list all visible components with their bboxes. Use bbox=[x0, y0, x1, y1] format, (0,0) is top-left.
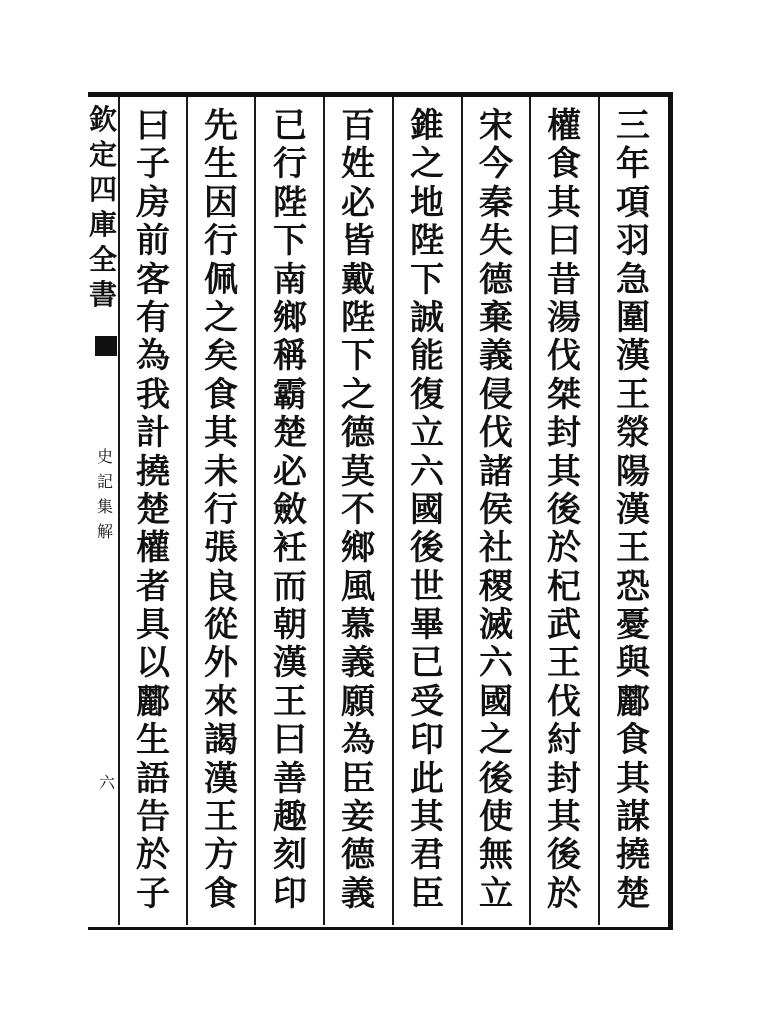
text-column-4 bbox=[393, 107, 461, 915]
character: 受 bbox=[410, 681, 444, 722]
character: 撓 bbox=[616, 835, 650, 876]
character: 義 bbox=[341, 643, 375, 684]
character: 定 bbox=[88, 138, 117, 171]
character: 年 bbox=[616, 144, 650, 185]
character: 必 bbox=[341, 182, 375, 223]
character: 謀 bbox=[616, 797, 650, 838]
character: 後 bbox=[547, 835, 581, 876]
character: 義 bbox=[479, 336, 513, 377]
character: 其 bbox=[204, 413, 238, 454]
character: 漢 bbox=[204, 758, 238, 799]
character: 子 bbox=[136, 873, 170, 914]
character: 王 bbox=[204, 797, 238, 838]
character: 食 bbox=[616, 720, 650, 761]
character: 其 bbox=[547, 182, 581, 223]
character: 鄉 bbox=[341, 528, 375, 569]
character: 權 bbox=[547, 106, 581, 146]
character: 羽 bbox=[616, 221, 650, 262]
character: 後 bbox=[410, 528, 444, 569]
character: 臣 bbox=[341, 758, 375, 799]
character: 圍 bbox=[616, 297, 650, 338]
character: 桀 bbox=[547, 374, 581, 415]
character: 於 bbox=[547, 873, 581, 914]
character: 封 bbox=[547, 758, 581, 799]
character: 不 bbox=[341, 489, 375, 530]
character: 告 bbox=[136, 797, 170, 838]
banxin-book-title bbox=[92, 444, 118, 548]
character: 未 bbox=[204, 451, 238, 492]
character: 君 bbox=[410, 835, 444, 876]
character: 先 bbox=[204, 106, 238, 146]
character: 者 bbox=[136, 566, 170, 607]
character: 下 bbox=[341, 336, 375, 377]
character: 楚 bbox=[136, 489, 170, 530]
character: 憂 bbox=[616, 605, 650, 646]
character: 權 bbox=[136, 528, 170, 569]
character: 為 bbox=[136, 336, 170, 377]
character: 之 bbox=[479, 720, 513, 761]
character: 滎 bbox=[616, 413, 650, 454]
character: 酈 bbox=[136, 681, 170, 722]
character: 湯 bbox=[547, 297, 581, 338]
character: 集 bbox=[96, 497, 113, 516]
character: 妾 bbox=[341, 797, 375, 838]
character: 之 bbox=[410, 144, 444, 185]
character: 錐 bbox=[410, 106, 444, 146]
character: 戴 bbox=[341, 259, 375, 300]
banxin-collection-title bbox=[86, 102, 120, 317]
character: 陛 bbox=[273, 182, 307, 223]
character: 斂 bbox=[273, 489, 307, 530]
character: 德 bbox=[341, 835, 375, 876]
character: 王 bbox=[616, 528, 650, 569]
character: 恐 bbox=[616, 566, 650, 607]
character: 急 bbox=[616, 259, 650, 300]
character: 漢 bbox=[273, 643, 307, 684]
character: 書 bbox=[88, 278, 117, 311]
character: 無 bbox=[479, 835, 513, 876]
character: 陛 bbox=[410, 221, 444, 262]
character: 全 bbox=[88, 243, 117, 276]
text-column-1 bbox=[599, 107, 667, 915]
character: 有 bbox=[136, 297, 170, 338]
character: 謁 bbox=[204, 720, 238, 761]
character: 秦 bbox=[479, 182, 513, 223]
character: 前 bbox=[136, 221, 170, 262]
text-column-7 bbox=[187, 107, 255, 915]
character: 與 bbox=[616, 643, 650, 684]
character: 地 bbox=[410, 182, 444, 223]
character: 從 bbox=[204, 605, 238, 646]
character: 生 bbox=[136, 720, 170, 761]
character: 誠 bbox=[410, 297, 444, 338]
character: 復 bbox=[410, 374, 444, 415]
character: 行 bbox=[273, 144, 307, 185]
page-number bbox=[94, 770, 120, 796]
character: 立 bbox=[410, 413, 444, 454]
character: 德 bbox=[341, 413, 375, 454]
character: 因 bbox=[204, 182, 238, 223]
character: 姓 bbox=[341, 144, 375, 185]
character: 滅 bbox=[479, 605, 513, 646]
character: 願 bbox=[341, 681, 375, 722]
character: 使 bbox=[479, 797, 513, 838]
character: 於 bbox=[547, 528, 581, 569]
text-column-5 bbox=[324, 107, 392, 915]
character: 客 bbox=[136, 259, 170, 300]
character: 六 bbox=[479, 643, 513, 684]
character: 伐 bbox=[547, 681, 581, 722]
character: 食 bbox=[204, 873, 238, 914]
character: 之 bbox=[204, 297, 238, 338]
character: 欽 bbox=[88, 103, 117, 136]
character: 國 bbox=[479, 681, 513, 722]
character: 語 bbox=[136, 758, 170, 799]
character: 棄 bbox=[479, 297, 513, 338]
text-column-8 bbox=[119, 107, 187, 915]
character: 矣 bbox=[204, 336, 238, 377]
character: 解 bbox=[96, 522, 113, 541]
character: 宋 bbox=[479, 106, 513, 146]
character: 諸 bbox=[479, 451, 513, 492]
character: 庫 bbox=[88, 208, 117, 241]
character: 武 bbox=[547, 605, 581, 646]
character: 必 bbox=[273, 451, 307, 492]
character: 記 bbox=[96, 472, 113, 491]
character: 今 bbox=[479, 144, 513, 185]
character: 來 bbox=[204, 681, 238, 722]
character: 撓 bbox=[136, 451, 170, 492]
character: 稷 bbox=[479, 566, 513, 607]
character: 衽 bbox=[273, 528, 307, 569]
character: 伐 bbox=[479, 413, 513, 454]
character: 陽 bbox=[616, 451, 650, 492]
character: 項 bbox=[616, 182, 650, 223]
character: 已 bbox=[410, 643, 444, 684]
character: 杞 bbox=[547, 566, 581, 607]
character: 而 bbox=[273, 566, 307, 607]
character: 社 bbox=[479, 528, 513, 569]
character: 其 bbox=[616, 758, 650, 799]
character: 外 bbox=[204, 643, 238, 684]
character: 侯 bbox=[479, 489, 513, 530]
character: 百 bbox=[341, 106, 375, 146]
character: 善 bbox=[273, 758, 307, 799]
text-column-3 bbox=[462, 107, 530, 915]
character: 以 bbox=[136, 643, 170, 684]
character: 霸 bbox=[273, 374, 307, 415]
character: 德 bbox=[479, 259, 513, 300]
character: 王 bbox=[273, 681, 307, 722]
character: 行 bbox=[204, 489, 238, 530]
character: 漢 bbox=[616, 336, 650, 377]
character: 王 bbox=[547, 643, 581, 684]
character: 已 bbox=[273, 106, 307, 146]
character: 漢 bbox=[616, 489, 650, 530]
text-column-2 bbox=[530, 107, 598, 915]
character: 印 bbox=[273, 873, 307, 914]
character: 國 bbox=[410, 489, 444, 530]
character: 佩 bbox=[204, 259, 238, 300]
character: 酈 bbox=[616, 681, 650, 722]
character: 莫 bbox=[341, 451, 375, 492]
character: 於 bbox=[136, 835, 170, 876]
character: 慕 bbox=[341, 605, 375, 646]
character: 此 bbox=[410, 758, 444, 799]
character: 後 bbox=[547, 489, 581, 530]
character: 曰 bbox=[273, 720, 307, 761]
character: 能 bbox=[410, 336, 444, 377]
character: 下 bbox=[410, 259, 444, 300]
character: 良 bbox=[204, 566, 238, 607]
character: 方 bbox=[204, 835, 238, 876]
character: 鄉 bbox=[273, 297, 307, 338]
character: 其 bbox=[547, 451, 581, 492]
character: 楚 bbox=[273, 413, 307, 454]
character: 六 bbox=[410, 451, 444, 492]
character: 畢 bbox=[410, 605, 444, 646]
character: 具 bbox=[136, 605, 170, 646]
character: 楚 bbox=[616, 873, 650, 914]
character: 其 bbox=[547, 797, 581, 838]
character: 張 bbox=[204, 528, 238, 569]
character: 計 bbox=[136, 413, 170, 454]
character: 為 bbox=[341, 720, 375, 761]
character: 失 bbox=[479, 221, 513, 262]
character: 封 bbox=[547, 413, 581, 454]
character: 四 bbox=[88, 173, 117, 206]
character: 我 bbox=[136, 374, 170, 415]
character: 臣 bbox=[410, 873, 444, 914]
character: 曰 bbox=[136, 106, 170, 146]
character: 行 bbox=[204, 221, 238, 262]
character: 其 bbox=[410, 797, 444, 838]
character: 三 bbox=[616, 106, 650, 146]
character: 之 bbox=[341, 374, 375, 415]
character: 陛 bbox=[341, 297, 375, 338]
character: 下 bbox=[273, 221, 307, 262]
character: 刻 bbox=[273, 835, 307, 876]
character: 稱 bbox=[273, 336, 307, 377]
character: 侵 bbox=[479, 374, 513, 415]
character: 風 bbox=[341, 566, 375, 607]
character: 皆 bbox=[341, 221, 375, 262]
character: 史 bbox=[96, 447, 113, 466]
character: 伐 bbox=[547, 336, 581, 377]
character: 六 bbox=[98, 773, 115, 792]
character: 房 bbox=[136, 182, 170, 223]
character: 王 bbox=[616, 374, 650, 415]
character: 義 bbox=[341, 873, 375, 914]
character: 世 bbox=[410, 566, 444, 607]
text-column-6 bbox=[256, 107, 324, 915]
character: 印 bbox=[410, 720, 444, 761]
fishtail-mark bbox=[95, 336, 117, 356]
character: 朝 bbox=[273, 605, 307, 646]
character: 趣 bbox=[273, 797, 307, 838]
character: 昔 bbox=[547, 259, 581, 300]
character: 後 bbox=[479, 758, 513, 799]
character: 立 bbox=[479, 873, 513, 914]
character: 生 bbox=[204, 144, 238, 185]
character: 食 bbox=[547, 144, 581, 185]
character: 紂 bbox=[547, 720, 581, 761]
character: 曰 bbox=[547, 221, 581, 262]
character: 南 bbox=[273, 259, 307, 300]
character: 食 bbox=[204, 374, 238, 415]
character: 子 bbox=[136, 144, 170, 185]
